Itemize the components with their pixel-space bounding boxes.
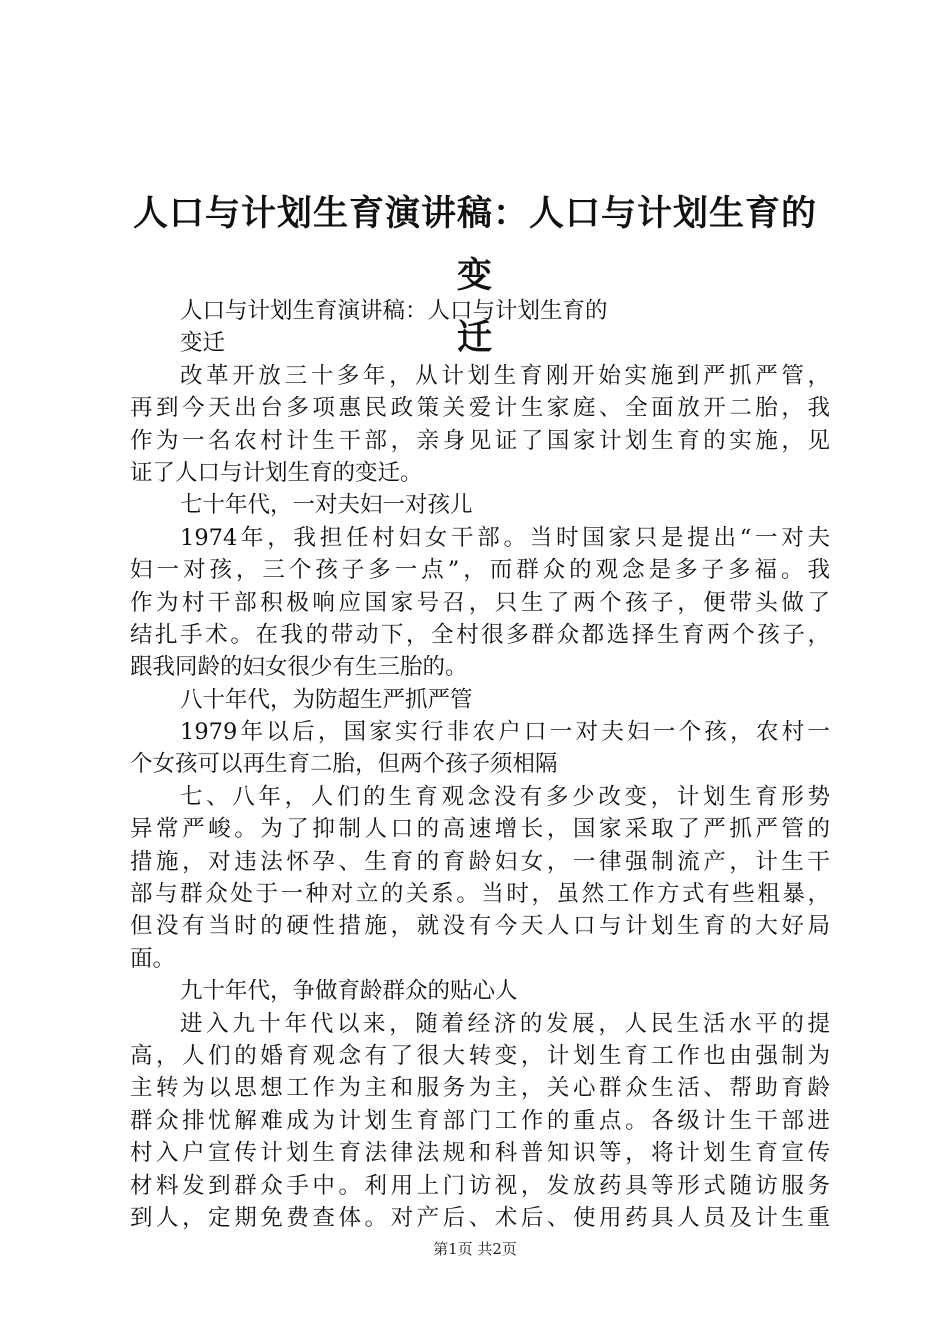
paragraph-line: 材料发到群众手中。利用上门访视，发放药具等形式随访服务	[130, 1172, 830, 1199]
paragraph-line: 到人，定期免费查体。对产后、术后、使用药具人员及计生重	[130, 1204, 830, 1231]
paragraph-line: 人口与计划生育演讲稿：人口与计划生育的	[180, 298, 608, 324]
paragraph-line: 结扎手术。在我的带动下，全村很多群众都选择生育两个孩子，	[130, 621, 830, 648]
paragraph-line: 七、八年，人们的生育观念没有多少改变，计划生育形势	[180, 783, 830, 810]
paragraph-line: 再到今天出台多项惠民政策关爱计生家庭、全面放开二胎，我	[130, 395, 830, 422]
paragraph-line: 主转为以思想工作为主和服务为主，关心群众生活、帮助育龄	[130, 1075, 830, 1102]
paragraph-line: 面。	[130, 945, 176, 972]
title-line-2: 迁	[456, 318, 493, 358]
paragraph-line: 跟我同龄的妇女很少有生三胎的。	[130, 654, 468, 681]
paragraph-line: 改革开放三十多年，从计划生育刚开始实施到严抓严管，	[180, 362, 830, 389]
paragraph-line: 1974年，我担任村妇女干部。当时国家只是提出“一对夫	[180, 524, 830, 551]
paragraph-line: 部与群众处于一种对立的关系。当时，虽然工作方式有些粗暴，	[130, 881, 830, 908]
paragraph-line: 变迁	[180, 330, 226, 357]
paragraph-line: 异常严峻。为了抑制人口的高速增长，国家采取了严抓严管的	[130, 816, 830, 843]
paragraph-line: 个女孩可以再生育二胎，但两个孩子须相隔	[130, 751, 558, 778]
document-body	[130, 295, 830, 1234]
section-heading: 九十年代，争做育龄群众的贴心人	[180, 978, 518, 1005]
paragraph-line: 但没有当时的硬性措施，就没有今天人口与计划生育的大好局	[130, 913, 830, 940]
section-heading: 七十年代，一对夫妇一对孩儿	[180, 492, 473, 519]
page-number: 第1页 共2页	[433, 1240, 517, 1258]
paragraph-line: 群众排忧解难成为计划生育部门工作的重点。各级计生干部进	[130, 1107, 830, 1134]
paragraph-line: 高，人们的婚育观念有了很大转变，计划生育工作也由强制为	[130, 1042, 830, 1069]
paragraph-line: 村入户宣传计划生育法律法规和科普知识等，将计划生育宣传	[130, 1140, 830, 1167]
paragraph-line: 证了人口与计划生育的变迁。	[130, 459, 423, 486]
paragraph-line: 进入九十年代以来，随着经济的发展，人民生活水平的提	[180, 1010, 830, 1037]
paragraph-line: 1979年以后，国家实行非农户口一对夫妇一个孩，农村一	[180, 719, 830, 746]
title-line-1: 人口与计划生育演讲稿：人口与计划生育的变	[132, 194, 817, 296]
section-heading: 八十年代，为防超生严抓严管	[180, 686, 473, 713]
paragraph-line: 作为一名农村计生干部，亲身见证了国家计划生育的实施，见	[130, 427, 830, 454]
paragraph-line: 措施，对违法怀孕、生育的育龄妇女，一律强制流产，计生干	[130, 848, 830, 875]
paragraph-line: 作为村干部积极响应国家号召，只生了两个孩子，便带头做了	[130, 589, 830, 616]
paragraph-line: 妇一对孩，三个孩子多一点”，而群众的观念是多子多福。我	[130, 557, 830, 584]
page-footer	[0, 1239, 950, 1259]
